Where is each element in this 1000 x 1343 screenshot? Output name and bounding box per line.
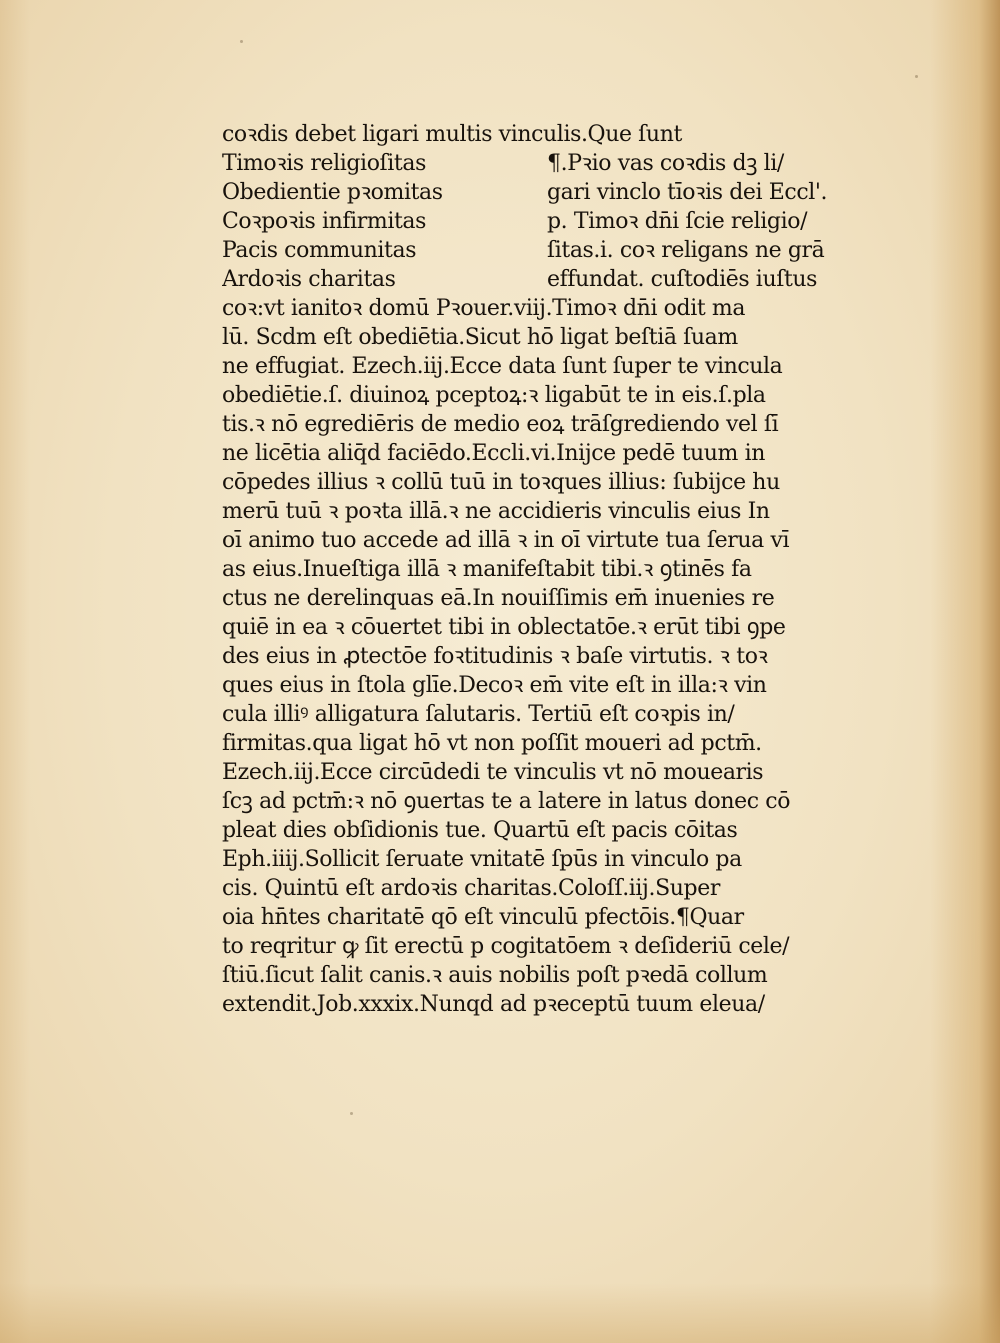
text-line-right: ¶.Pꝛio vas coꝛdis dꝫ li/ (547, 151, 784, 176)
text-line-right: gari vinclo tīoꝛis dei Eccl'. (547, 180, 828, 205)
page-left-shadow (0, 0, 30, 1343)
text-line: tis.ꝛ nō egrediēris de medio eoꝝ trāſgrediendo vel ſī (222, 412, 779, 437)
text-line: firmitas.qua ligat hō vt non poſſit moueri ad pctm̄. (222, 731, 762, 756)
list-item-left: Pacis communitas (222, 238, 417, 263)
page-bottom-shadow (0, 1283, 1000, 1343)
text-line: merū tuū ꝛ poꝛta illā.ꝛ ne accidieris vinculis eius In (222, 499, 770, 524)
text-line: oia hn̄tes charitatē qō eſt vinculū pfectōis.¶Quar (222, 905, 744, 930)
paper-speck (240, 40, 243, 43)
text-line: cis. Quintū eſt ardoꝛis charitas.Coloſſ.iij.Super (222, 876, 720, 901)
text-line-right: effundat. cuſtodiēs iuſtus (547, 267, 818, 292)
paper-speck (350, 1112, 353, 1115)
text-line: cōpedes illius ꝛ collū tuū in toꝛques illius: ſubijce hu (222, 470, 780, 495)
text-line: obediētie.ſ. diuinoꝝ pceptoꝝ:ꝛ ligabūt te in eis.ſ.pla (222, 383, 766, 408)
text-line: ctus ne derelinquas eā.In nouiſſimis em̄ inuenies re (222, 586, 775, 611)
two-column-row (222, 207, 902, 236)
text-line: des eius in ꝓtectōe foꝛtitudinis ꝛ baſe virtutis. ꝛ toꝛ (222, 644, 768, 669)
text-line: Eph.iiij.Sollicit ſeruate vnitatē ſpūs in vinculo pa (222, 847, 742, 872)
text-line: cula illiꝰ alligatura ſalutaris. Tertiū eſt coꝛpis in/ (222, 702, 735, 727)
two-column-row (222, 265, 902, 294)
text-line: coꝛdis debet ligari multis vinculis.Que ſunt (222, 122, 682, 147)
text-line: Ezech.iij.Ecce circūdedi te vinculis vt nō mouearis (222, 760, 764, 785)
text-line: ne licētia aliq̄d faciēdo.Eccli.vi.Inijce pedē tuum in (222, 441, 766, 466)
two-column-row (222, 149, 902, 178)
text-line: ques eius in ſtola glīe.Decoꝛ em̄ vite eſt in illa:ꝛ vin (222, 673, 767, 698)
text-column (222, 120, 902, 1019)
text-line: to reqritur ꝙ ſit erectū p cogitatōem ꝛ deſideriū cele/ (222, 934, 790, 959)
two-column-row (222, 236, 902, 265)
text-line-right: ſitas.i. coꝛ religans ne grā (547, 238, 825, 263)
text-line: extendit.Job.xxxix.Nunqd ad pꝛeceptū tuum eleua/ (222, 992, 765, 1017)
text-line: ſtiū.ſicut ſalit canis.ꝛ auis nobilis poſt pꝛedā collum (222, 963, 768, 988)
text-line: ſcꝫ ad pctm̄:ꝛ nō ꝯuertas te a latere in latus donec cō (222, 789, 791, 814)
list-item-left: Timoꝛis religioſitas (222, 151, 426, 176)
text-line: as eius.Inueſtiga illā ꝛ manifeſtabit tibi.ꝛ ꝯtinēs fa (222, 557, 752, 582)
two-column-row (222, 178, 902, 207)
page-right-shadow (930, 0, 1000, 1343)
text-line: pleat dies obſidionis tue. Quartū eſt pacis cōitas (222, 818, 738, 843)
paper-speck (915, 75, 918, 78)
text-line: ne effugiat. Ezech.iij.Ecce data ſunt ſuper te vincula (222, 354, 783, 379)
list-item-left: Coꝛpoꝛis infirmitas (222, 209, 427, 234)
text-line: quiē in ea ꝛ cōuertet tibi in oblectatōe.ꝛ erūt tibi ꝯpe (222, 615, 786, 640)
list-item-left: Obedientie pꝛomitas (222, 180, 443, 205)
list-item-left: Ardoꝛis charitas (222, 267, 396, 292)
text-line: lū. Scdm eſt obediētia.Sicut hō ligat beſtiā ſuam (222, 325, 738, 350)
text-line: coꝛ:vt ianitoꝛ domū Pꝛouer.viij.Timoꝛ dn̄i odit ma (222, 296, 746, 321)
text-line: oī animo tuo accede ad illā ꝛ in oī virtute tua ſerua vī (222, 528, 790, 553)
text-line-right: p. Timoꝛ dn̄i ſcie religio/ (547, 209, 808, 234)
